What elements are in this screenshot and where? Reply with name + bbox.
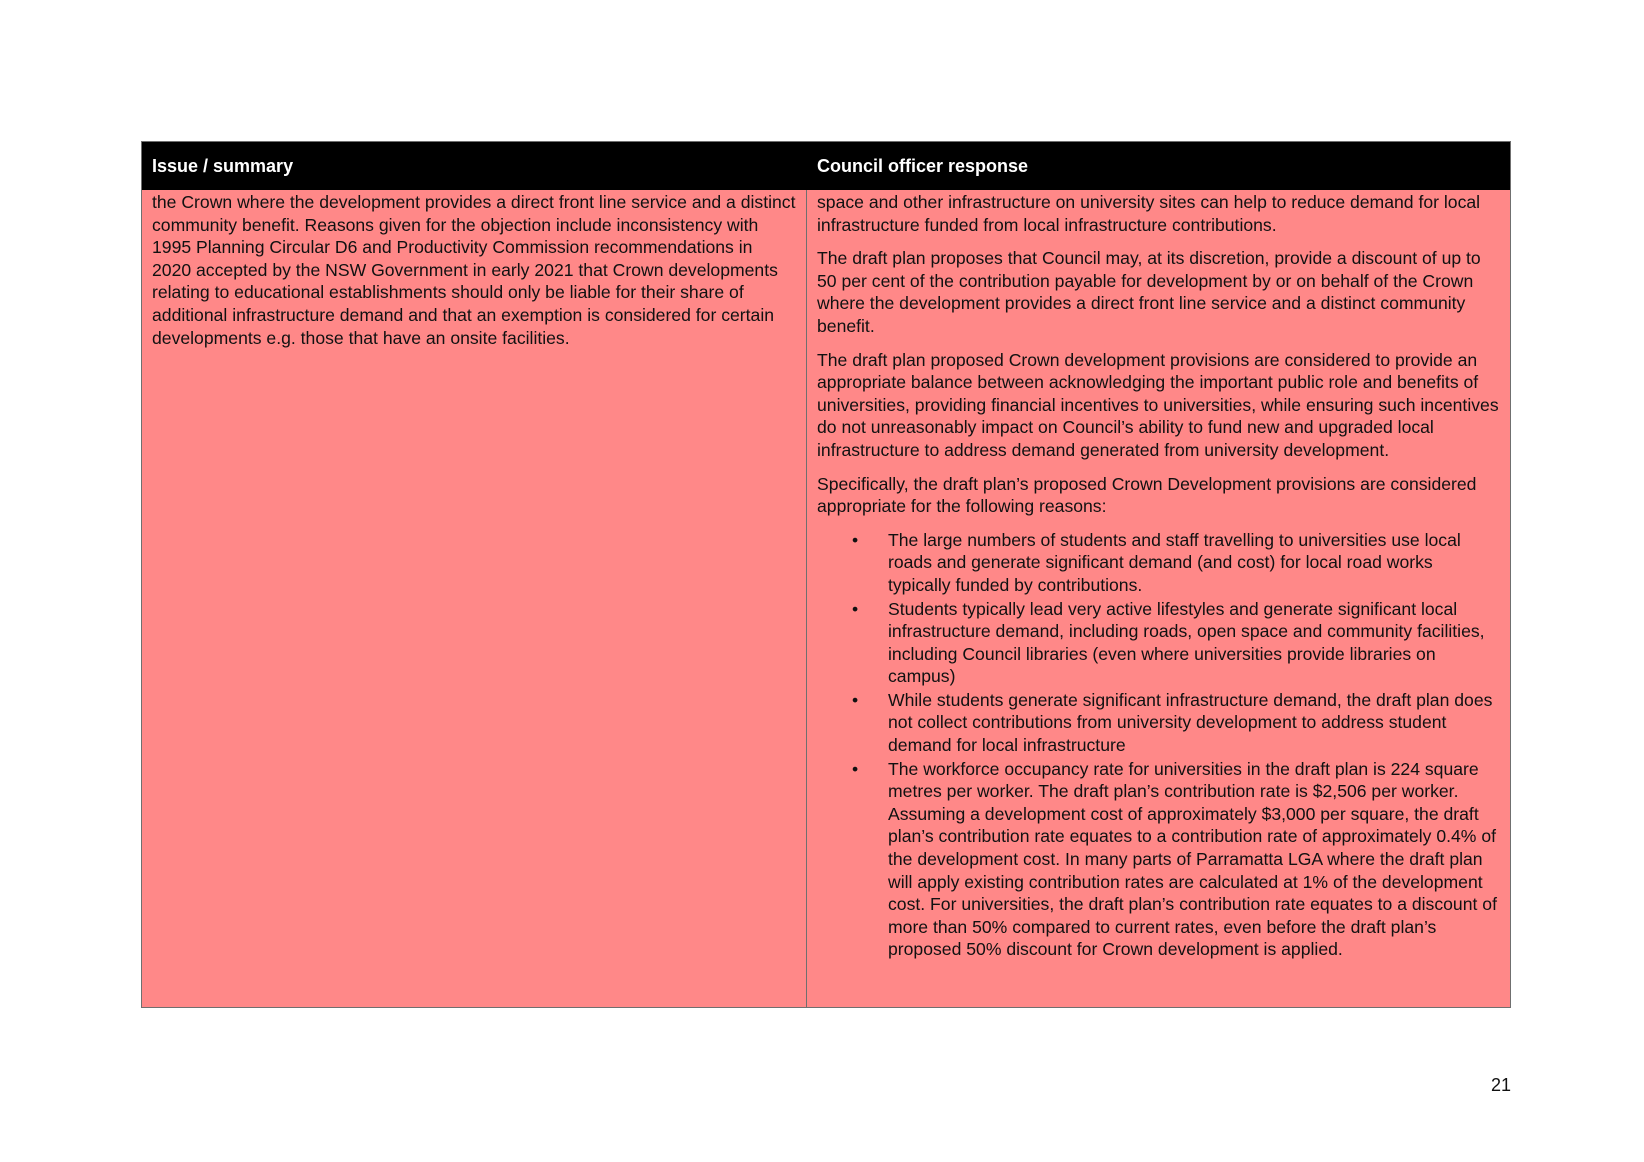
bullet-icon: • (852, 598, 859, 619)
reasons-list (817, 529, 1500, 961)
page-number: 21 (1490, 1075, 1511, 1095)
list-item-text: The large numbers of students and staff travelling to universities use local roads and generate significant demand (and cost) for local road works typically funded by contributions. (888, 529, 1461, 595)
response-paragraph: space and other infrastructure on university sites can help to reduce demand for local infrastructure funded from local infrastructure contributions. (817, 192, 1481, 235)
list-item (817, 529, 1500, 597)
list-item-text: Students typically lead very active lifestyles and generate significant local infrastructure demand, including roads, open space and community facilities, including Council libraries (even where universities provide libraries on campus) (888, 598, 1485, 687)
submission-table (141, 141, 1511, 1008)
issue-summary-cell (142, 190, 807, 1007)
bullet-icon: • (852, 529, 859, 550)
list-item (817, 598, 1500, 688)
bullet-icon: • (852, 689, 859, 710)
issue-summary-text: the Crown where the development provides a direct front line service and a distinct community benefit. Reasons given for the objection include inconsistency with 1995 Planning Circular D6 and Productivity Commission recommendations in 2020 accepted by the NSW Government in early 2021 that Crown developments relating to educational establishments should only be liable for their share of additional infrastructure demand and that an exemption is considered for certain developments e.g. those that have an onsite facilities. (152, 192, 796, 348)
header-council-response: Council officer response (807, 142, 1510, 190)
header-issue-summary: Issue / summary (142, 142, 807, 190)
list-item (817, 689, 1500, 757)
list-item-text: While students generate significant infrastructure demand, the draft plan does not collect contributions from university development to address student demand for local infrastructure (888, 689, 1493, 756)
list-item-text: The workforce occupancy rate for universities in the draft plan is 224 square metres per worker. The draft plan’s contribution rate is $2,506 per worker. Assuming a development cost of approximately $3,000 per square, the draft plan’s contribution rate equates to a contribution rate of approximately 0.4% of the development cost. In many parts of Parramatta LGA where the draft plan will apply existing contribution rates are calculated at 1% of the development cost. For universities, the draft plan’s contribution rate equates to a discount of more than 50% compared to current rates, even before the draft plan’s proposed 50% discount for Crown development is applied. (888, 758, 1497, 960)
response-paragraph: Specifically, the draft plan’s proposed Crown Development provisions are considered appropriate for the following reasons: (817, 473, 1477, 517)
council-response-cell (807, 190, 1510, 1007)
list-item (817, 758, 1500, 961)
bullet-icon: • (852, 758, 859, 779)
response-paragraph: The draft plan proposes that Council may, at its discretion, provide a discount of up to 50 per cent of the contribution payable for development by or on behalf of the Crown where the development provides a direct front line service and a distinct community benefit. (817, 248, 1481, 336)
response-paragraph: The draft plan proposed Crown development provisions are considered to provide an appropriate balance between acknowledging the important public role and benefits of universities, providing financial incentives to universities, while ensuring such incentives do not unreasonably impact on Council’s ability to fund new and upgraded local infrastructure to address demand generated from university development. (817, 349, 1499, 460)
